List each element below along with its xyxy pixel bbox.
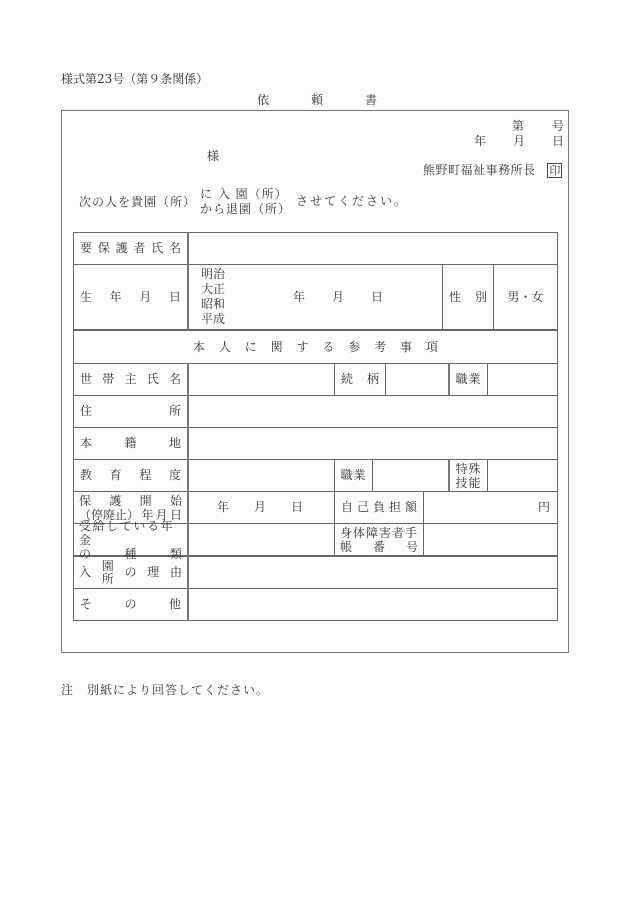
era-options[interactable] xyxy=(201,266,241,328)
footnote: 注 別紙により回答してください。 xyxy=(61,683,270,697)
relation-field[interactable] xyxy=(386,364,448,395)
request-suffix: させてください。 xyxy=(296,194,409,208)
household-head-label: 世 帯 主 氏 名 xyxy=(80,372,181,386)
guardian-name-field[interactable] xyxy=(189,233,557,264)
yen-unit: 円 xyxy=(537,500,550,514)
other-field[interactable] xyxy=(189,589,557,620)
self-pay-amount-field[interactable] xyxy=(424,492,557,523)
section-title-reference: 本 人 に 関 す る 参 考 事 項 xyxy=(193,339,438,354)
self-pay-label: 自 己 負 担 額 xyxy=(341,500,417,514)
pension-type-field[interactable] xyxy=(189,524,334,555)
special-skill-field[interactable] xyxy=(488,460,557,491)
addressee-honorific: 様 xyxy=(207,149,220,163)
request-option-enter: に 入 園（所） xyxy=(200,187,288,201)
birth-date-label: 生 年 月 日 xyxy=(80,289,181,304)
birth-date-field[interactable]: 年 月 日 xyxy=(293,289,383,304)
address-label: 住 所 xyxy=(80,404,181,418)
household-occupation-label: 職業 xyxy=(455,372,482,386)
relation-label: 続 柄 xyxy=(341,372,379,386)
era-taisho[interactable]: 大正 xyxy=(201,282,226,296)
issuer-line xyxy=(423,161,562,178)
sex-label: 性 別 xyxy=(449,289,487,304)
occupation-label: 職業 xyxy=(340,468,367,482)
education-label: 教 育 程 度 xyxy=(80,468,181,482)
document-title: 依 頼 書 xyxy=(257,93,377,107)
household-occupation-field[interactable] xyxy=(488,364,557,395)
form-number: 様式第23号（第９条関係） xyxy=(61,72,209,86)
other-label: そ の 他 xyxy=(80,597,181,611)
era-showa[interactable]: 昭和 xyxy=(201,297,226,311)
document-number-line: 第 号 xyxy=(512,119,564,133)
pension-type-label: 受給している年金 の 種 類 xyxy=(79,518,182,561)
domicile-field[interactable] xyxy=(189,428,557,459)
occupation-field[interactable] xyxy=(373,460,448,491)
era-heisei[interactable]: 平成 xyxy=(201,312,226,326)
issuer-name: 熊野町福祉事務所長 xyxy=(423,163,536,177)
disability-handbook-field[interactable] xyxy=(424,524,557,555)
sex-options[interactable]: 男・女 xyxy=(507,289,544,304)
protection-start-label: 保 護 開 始 （停廃止） 年 月 日 xyxy=(79,493,182,522)
education-field[interactable] xyxy=(189,460,334,491)
request-option-leave: から退園（所） xyxy=(200,202,292,216)
special-skill-label: 特殊 技能 xyxy=(455,461,482,490)
date-line: 年 月 日 xyxy=(474,134,564,148)
household-head-field[interactable] xyxy=(189,364,334,395)
guardian-name-label: 要 保 護 者 氏 名 xyxy=(80,241,181,255)
admission-reason-field[interactable] xyxy=(189,557,557,588)
domicile-label: 本 籍 地 xyxy=(80,436,181,450)
seal-mark: 印 xyxy=(549,164,561,177)
protection-start-date-field[interactable]: 年 月 日 xyxy=(217,500,303,514)
disability-handbook-label: 身体障害者手 帳 番 号 xyxy=(340,525,419,554)
address-field[interactable] xyxy=(189,396,557,427)
era-meiji[interactable]: 明治 xyxy=(201,267,226,281)
request-prefix: 次の人を貴園（所） xyxy=(79,195,197,209)
admission-reason-label: 入 園 所 の 理 由 xyxy=(79,558,182,586)
